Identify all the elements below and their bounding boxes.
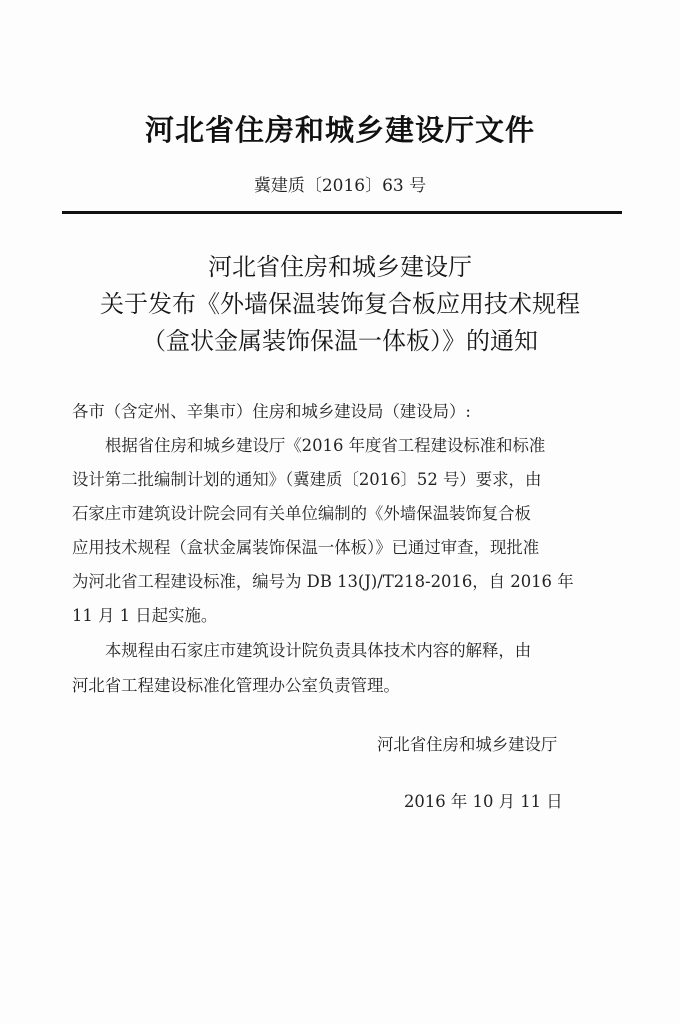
notice-title-line-2: 关于发布《外墙保温装饰复合板应用技术规程 [100, 290, 580, 318]
header-divider [62, 211, 622, 214]
paragraph1-line-3: 石家庄市建筑设计院会同有关单位编制的《外墙保温装饰复合板 [72, 504, 531, 523]
document-header-title: 河北省住房和城乡建设厅文件 [144, 113, 535, 147]
notice-title-line-3: （盒状金属装饰保温一体板）》的通知 [142, 327, 538, 355]
signature-date: 2016 年 10 月 11 日 [404, 792, 563, 811]
paragraph2-line-2: 河北省工程建设标准化管理办公室负责管理。 [72, 676, 400, 695]
paragraph1-line-4: 应用技术规程（盒状金属装饰保温一体板）》已通过审查，现批准 [72, 538, 540, 557]
paragraph2-line-1: 本规程由石家庄市建筑设计院负责具体技术内容的解释，由 [105, 641, 532, 660]
document-number: 冀建质〔2016〕63 号 [253, 176, 427, 196]
signature-issuer: 河北省住房和城乡建设厅 [377, 735, 558, 754]
paragraph1-line-6: 11 月 1 日起实施。 [72, 606, 218, 625]
paragraph1-line-5: 为河北省工程建设标准，编号为 DB 13(J)/T218-2016，自 2016 年 [72, 572, 574, 591]
salutation: 各市（含定州、辛集市）住房和城乡建设局（建设局）: [72, 402, 471, 421]
paragraph1-line-1: 根据省住房和城乡建设厅《2016 年度省工程建设标准和标准 [105, 436, 546, 455]
paragraph1-line-2: 设计第二批编制计划的通知》（冀建质〔2016〕52 号）要求，由 [72, 470, 542, 489]
notice-title-line-1: 河北省住房和城乡建设厅 [208, 253, 472, 281]
